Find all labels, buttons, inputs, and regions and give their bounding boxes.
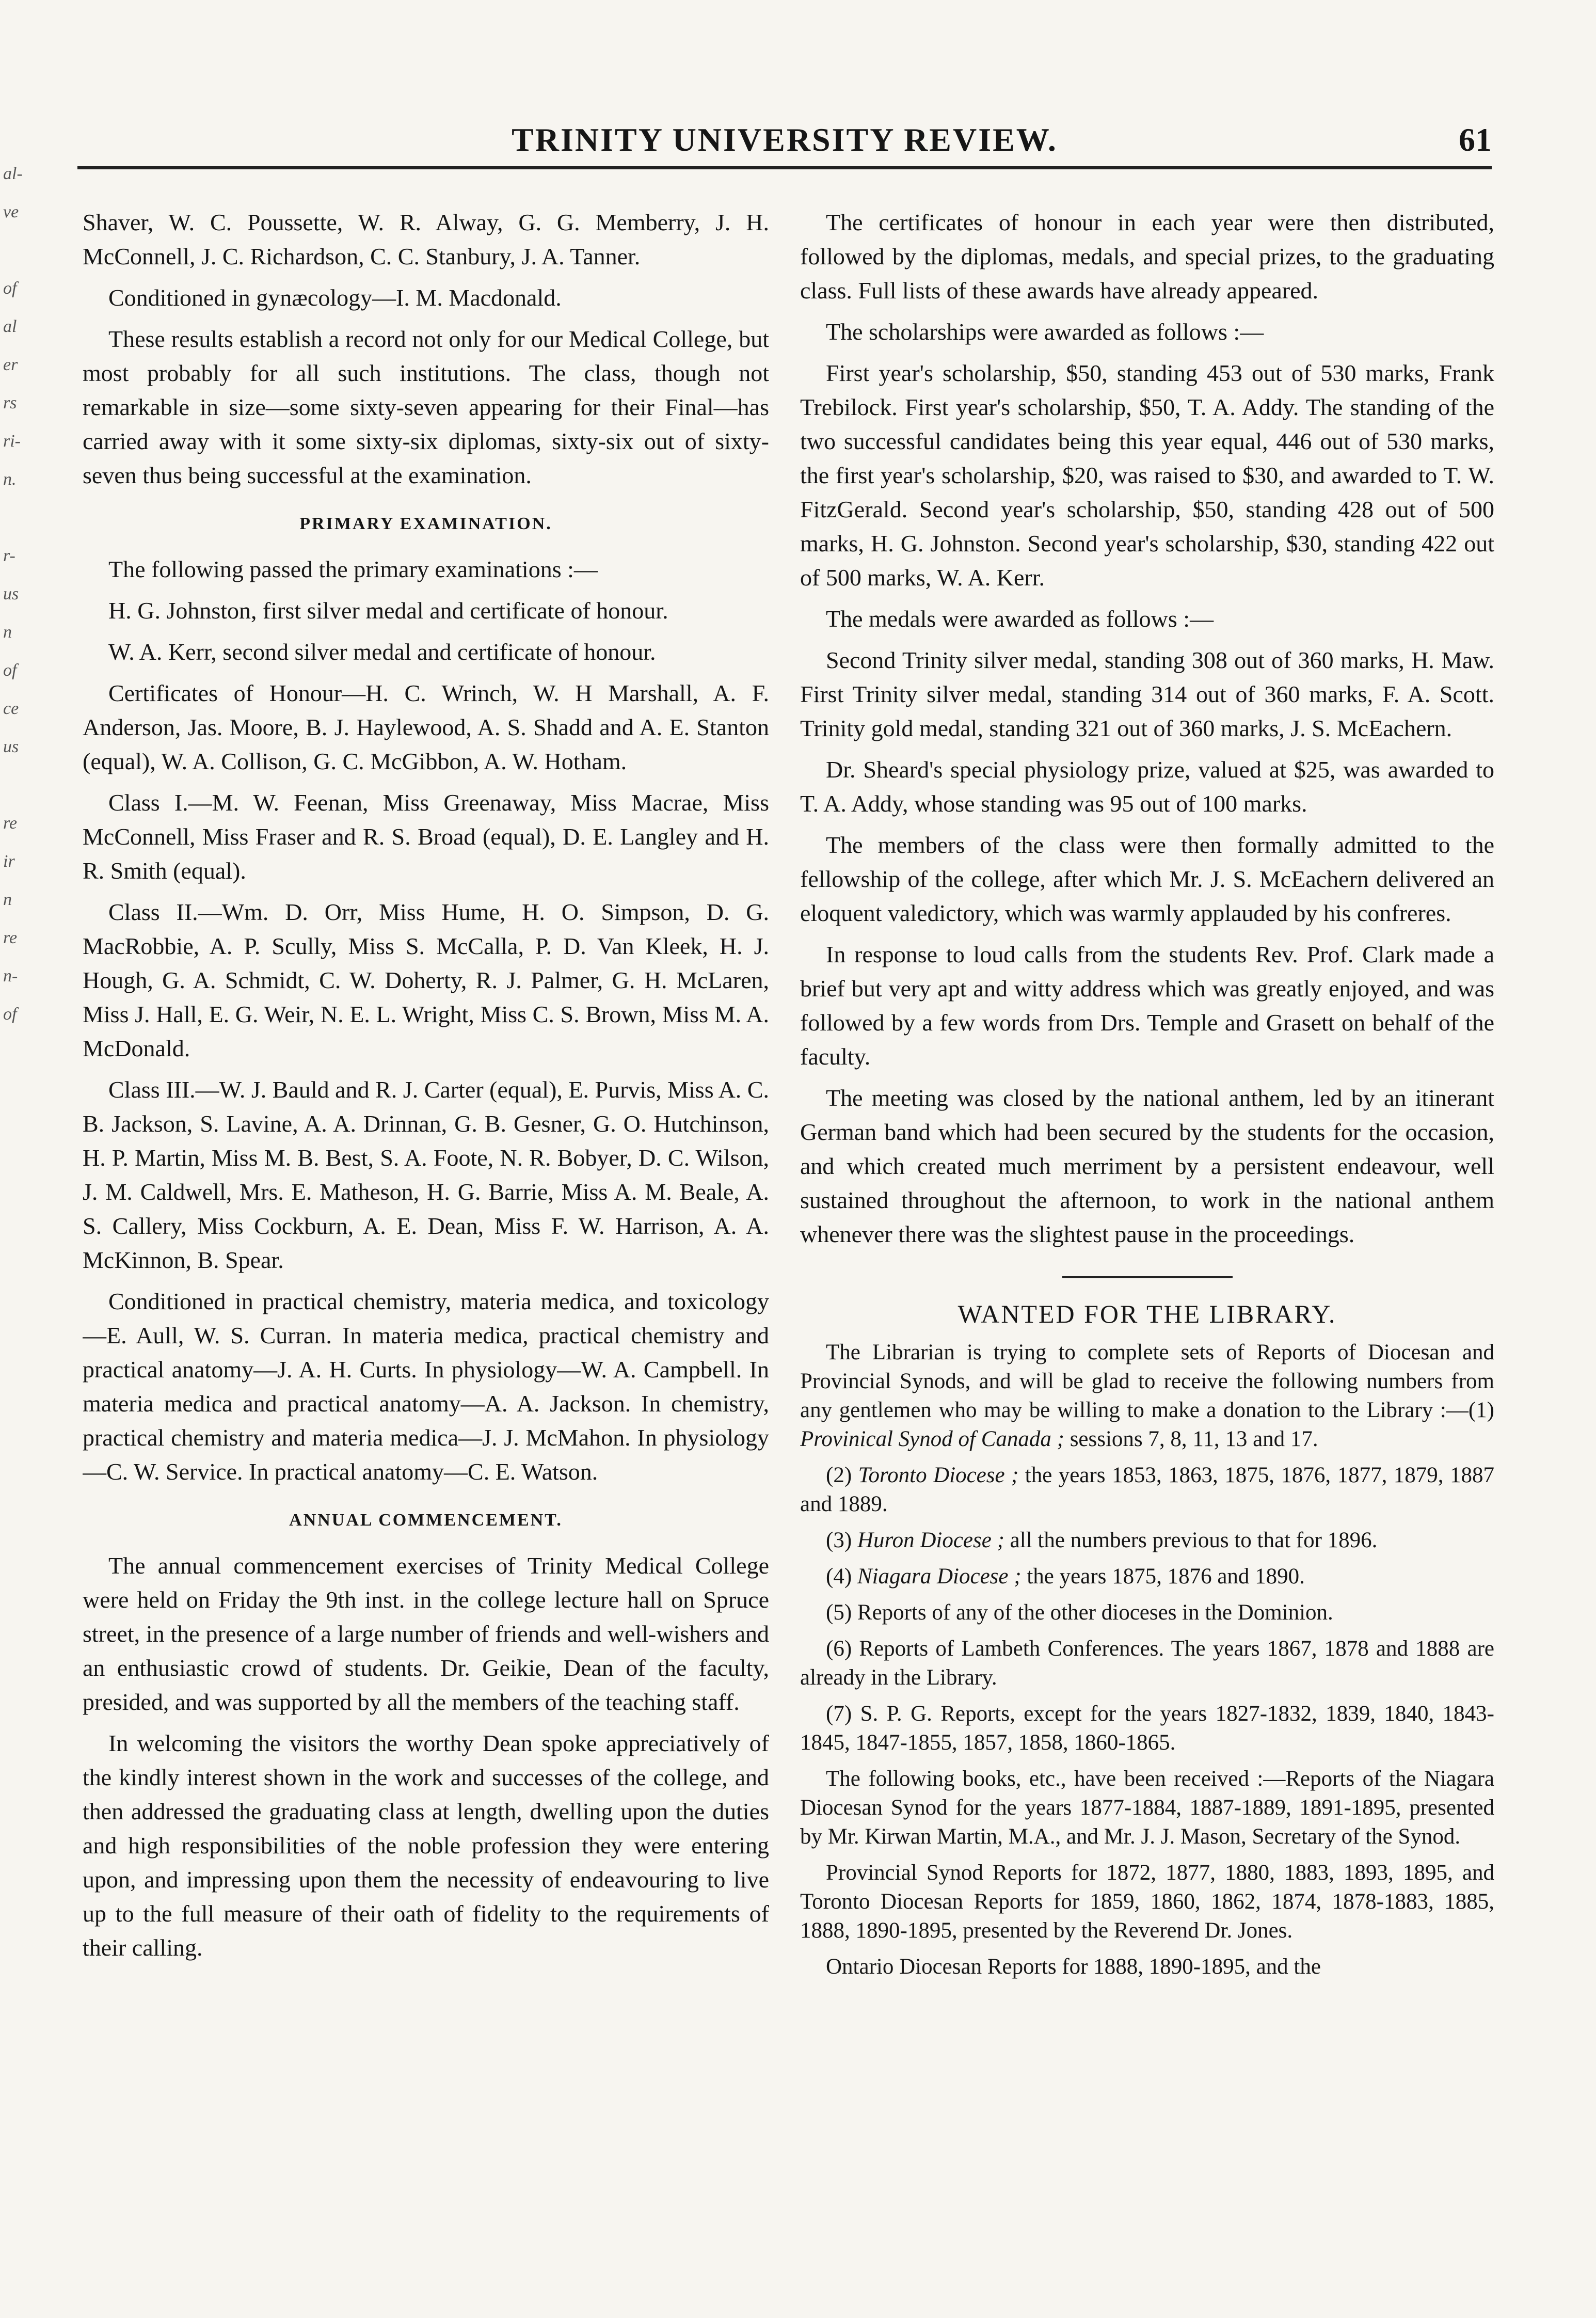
section-heading-primary-examination: PRIMARY EXAMINATION.	[299, 514, 552, 533]
paragraph: Conditioned in practical chemistry, materia medica, and toxicology—E. Aull, W. S. Curran. In materia medica, practical chemistry and practical anatomy—J. A. H. Curts. In physiology—W. A. Campbell. In materia medica and practical anatomy—A. A. Jackson. In chemistry, practical chemistry and materia medica—J. J. McMahon. In physiology—C. W. Service. In practical anatomy—C. E. Watson.	[83, 1288, 769, 1485]
paragraph: Class I.—M. W. Feenan, Miss Greenaway, Miss Macrae, Miss McConnell, Miss Fraser and R. S. Broad (equal), D. E. Langley and H. R. Smith (equal).	[83, 789, 769, 884]
right-column	[800, 205, 1494, 2296]
list-item: (6) Reports of Lambeth Conferences. The years 1867, 1878 and 1888 are already in the Library.	[800, 1637, 1494, 1690]
list-item	[800, 1562, 1494, 1591]
page-number: 61	[1459, 121, 1492, 158]
list-item: (5) Reports of any of the other dioceses in the Dominion.	[826, 1600, 1333, 1625]
paragraph: Class III.—W. J. Bauld and R. J. Carter (equal), E. Purvis, Miss A. C. B. Jackson, S. Lavine, A. A. Drinnan, G. B. Gesner, G. O. Hutchinson, H. P. Martin, Miss M. B. Best, S. A. Foote, N. R. Bobyer, D. C. Wilson, J. M. Caldwell, Mrs. E. Matheson, H. G. Barrie, Miss A. M. Beale, A. S. Callery, Miss Cockburn, A. E. Dean, Miss F. W. Harrison, A. A. McKinnon, B. Spear.	[83, 1076, 769, 1273]
paragraph: The members of the class were then formally admitted to the fellowship of the college, after which Mr. J. S. McEachern delivered an eloquent valedictory, which was warmly applauded by his confreres.	[800, 832, 1494, 926]
emphasis: Huron Diocese ;	[857, 1528, 1004, 1552]
list-item: (7) S. P. G. Reports, except for the years 1827-1832, 1839, 1840, 1843-1845, 1847-1855, 1857, 1858, 1860-1865.	[800, 1702, 1494, 1755]
emphasis: Niagara Diocese ;	[857, 1564, 1022, 1589]
adjacent-page-edge-text: al- ve of al er rs ri- n. r- us n of ce us re ir n re n- of	[3, 164, 23, 1024]
paragraph: The meeting was closed by the national anthem, led by an itinerant German band which had been secured by the students for the occasion, and which created much merriment by a persistent endeavour, well sustained throughout the afternoon, to work in the national anthem whenever there was the slightest pause in the proceedings.	[800, 1085, 1494, 1247]
paragraph: H. G. Johnston, first silver medal and certificate of honour.	[108, 597, 668, 624]
paragraph: First year's scholarship, $50, standing 453 out of 530 marks, Frank Trebilock. First year's scholarship, $50, T. A. Addy. The standing of the two successful candidates being this year equal, 446 out of 530 marks, the first year's scholarship, $20, was raised to $30, and awarded to T. W. FitzGerald. Second year's scholarship, $50, standing 428 out of 500 marks, H. G. Johnston. Second year's scholarship, $30, standing 422 out of 500 marks, W. A. Kerr.	[800, 360, 1494, 591]
page-header	[77, 121, 1492, 167]
paragraph: Dr. Sheard's special physiology prize, valued at $25, was awarded to T. A. Addy, whose standing was 95 out of 100 marks.	[800, 756, 1494, 817]
paragraph: The certificates of honour in each year were then distributed, followed by the diplomas, medals, and special prizes, to the graduating class. Full lists of these awards have already appeared.	[800, 209, 1494, 304]
paragraph: Second Trinity silver medal, standing 308 out of 360 marks, H. Maw. First Trinity silver medal, standing 314 out of 360 marks, F. A. Scott. Trinity gold medal, standing 321 out of 360 marks, J. S. McEachern.	[800, 647, 1494, 741]
emphasis: Toronto Diocese ;	[858, 1463, 1019, 1487]
list-item	[800, 1526, 1494, 1555]
paragraph: Certificates of Honour—H. C. Wrinch, W. H Marshall, A. F. Anderson, Jas. Moore, B. J. Haylewood, A. S. Shadd and A. E. Stanton (equal), W. A. Collison, G. C. McGibbon, A. W. Hotham.	[83, 680, 769, 774]
paragraph: The following books, etc., have been received :—Reports of the Niagara Diocesan Synod for the years 1877-1884, 1887-1889, 1891-1895, presented by Mr. Kirwan Martin, M.A., and Mr. J. J. Mason, Secretary of the Synod.	[800, 1767, 1494, 1849]
paragraph: The medals were awarded as follows :—	[826, 606, 1214, 632]
text-run: the years 1853, 1863, 1875, 1876, 1877, 1879, 1887 and 1889.	[800, 1463, 1494, 1516]
section-divider	[1062, 1276, 1233, 1278]
section-heading-annual-commencement: ANNUAL COMMENCEMENT.	[289, 1511, 563, 1530]
paragraph: Shaver, W. C. Poussette, W. R. Alway, G. G. Memberry, J. H. McConnell, J. C. Richardson, C. C. Stanbury, J. A. Tanner.	[83, 209, 769, 269]
text-run: the years 1875, 1876 and 1890.	[1021, 1564, 1305, 1589]
paragraph: The scholarships were awarded as follows :—	[826, 319, 1264, 345]
paragraph: Class II.—Wm. D. Orr, Miss Hume, H. O. Simpson, D. G. MacRobbie, A. P. Scully, Miss S. McCalla, P. D. Van Kleek, H. J. Hough, G. A. Schmidt, C. W. Doherty, R. J. Palmer, G. H. McLaren, Miss J. Hall, E. G. Weir, N. E. L. Wright, Miss C. S. Brown, Miss M. A. McDonald.	[83, 899, 769, 1061]
paragraph: In welcoming the visitors the worthy Dean spoke appreciatively of the kindly interest shown in the work and successes of the college, and then addressed the graduating class at length, dwelling upon the duties and high responsibilities of the noble profession they were entering upon, and impressing upon them the necessity of endeavouring to live up to the full measure of their oath of fidelity to the requirements of their calling.	[83, 1730, 769, 1961]
paragraph: The following passed the primary examinations :—	[108, 556, 598, 582]
emphasis: Provinical Synod of Canada ;	[800, 1427, 1064, 1451]
paragraph	[800, 1338, 1494, 1454]
paragraph: W. A. Kerr, second silver medal and certificate of honour.	[108, 639, 656, 665]
left-column	[83, 205, 769, 2281]
section-heading-wanted-for-library: WANTED FOR THE LIBRARY.	[957, 1299, 1337, 1328]
item-number: (2)	[826, 1463, 858, 1487]
text-run: sessions 7, 8, 11, 13 and 17.	[1064, 1427, 1318, 1451]
paragraph: The annual commencement exercises of Trinity Medical College were held on Friday the 9th inst. in the college lecture hall on Spruce street, in the presence of a large number of friends and well-wishers and an enthusiastic crowd of students. Dr. Geikie, Dean of the faculty, presided, and was supported by all the members of the teaching staff.	[83, 1552, 769, 1715]
item-number: (3)	[826, 1528, 857, 1552]
paragraph: Conditioned in gynæcology—I. M. Macdonald.	[108, 284, 562, 311]
paragraph: In response to loud calls from the students Rev. Prof. Clark made a brief but very apt and witty address which was greatly enjoyed, and was followed by a few words from Drs. Temple and Grasett on behalf of the faculty.	[800, 941, 1494, 1070]
paragraph: Provincial Synod Reports for 1872, 1877, 1880, 1883, 1893, 1895, and Toronto Diocesan Reports for 1859, 1860, 1862, 1874, 1878-1883, 1885, 1888, 1890-1895, presented by the Reverend Dr. Jones.	[800, 1861, 1494, 1943]
text-run: The Librarian is trying to complete sets of Reports of Diocesan and Provincial Synods, and will be glad to receive the following numbers from any gentlemen who may be willing to make a donation to the Library :—(1)	[800, 1340, 1494, 1422]
list-item	[800, 1461, 1494, 1519]
publication-title: TRINITY UNIVERSITY REVIEW.	[512, 121, 1058, 158]
item-number: (4)	[826, 1564, 857, 1589]
paragraph: These results establish a record not only for our Medical College, but most probably for all such institutions. The class, though not remarkable in size—some sixty-seven appearing for their Final—has carried away with it some sixty-six diplomas, sixty-six out of sixty-seven thus being successful at the examination.	[83, 326, 769, 488]
header-rule	[77, 166, 1492, 169]
paragraph: Ontario Diocesan Reports for 1888, 1890-1895, and the	[826, 1955, 1321, 1979]
text-run: all the numbers previous to that for 1896.	[1004, 1528, 1378, 1552]
